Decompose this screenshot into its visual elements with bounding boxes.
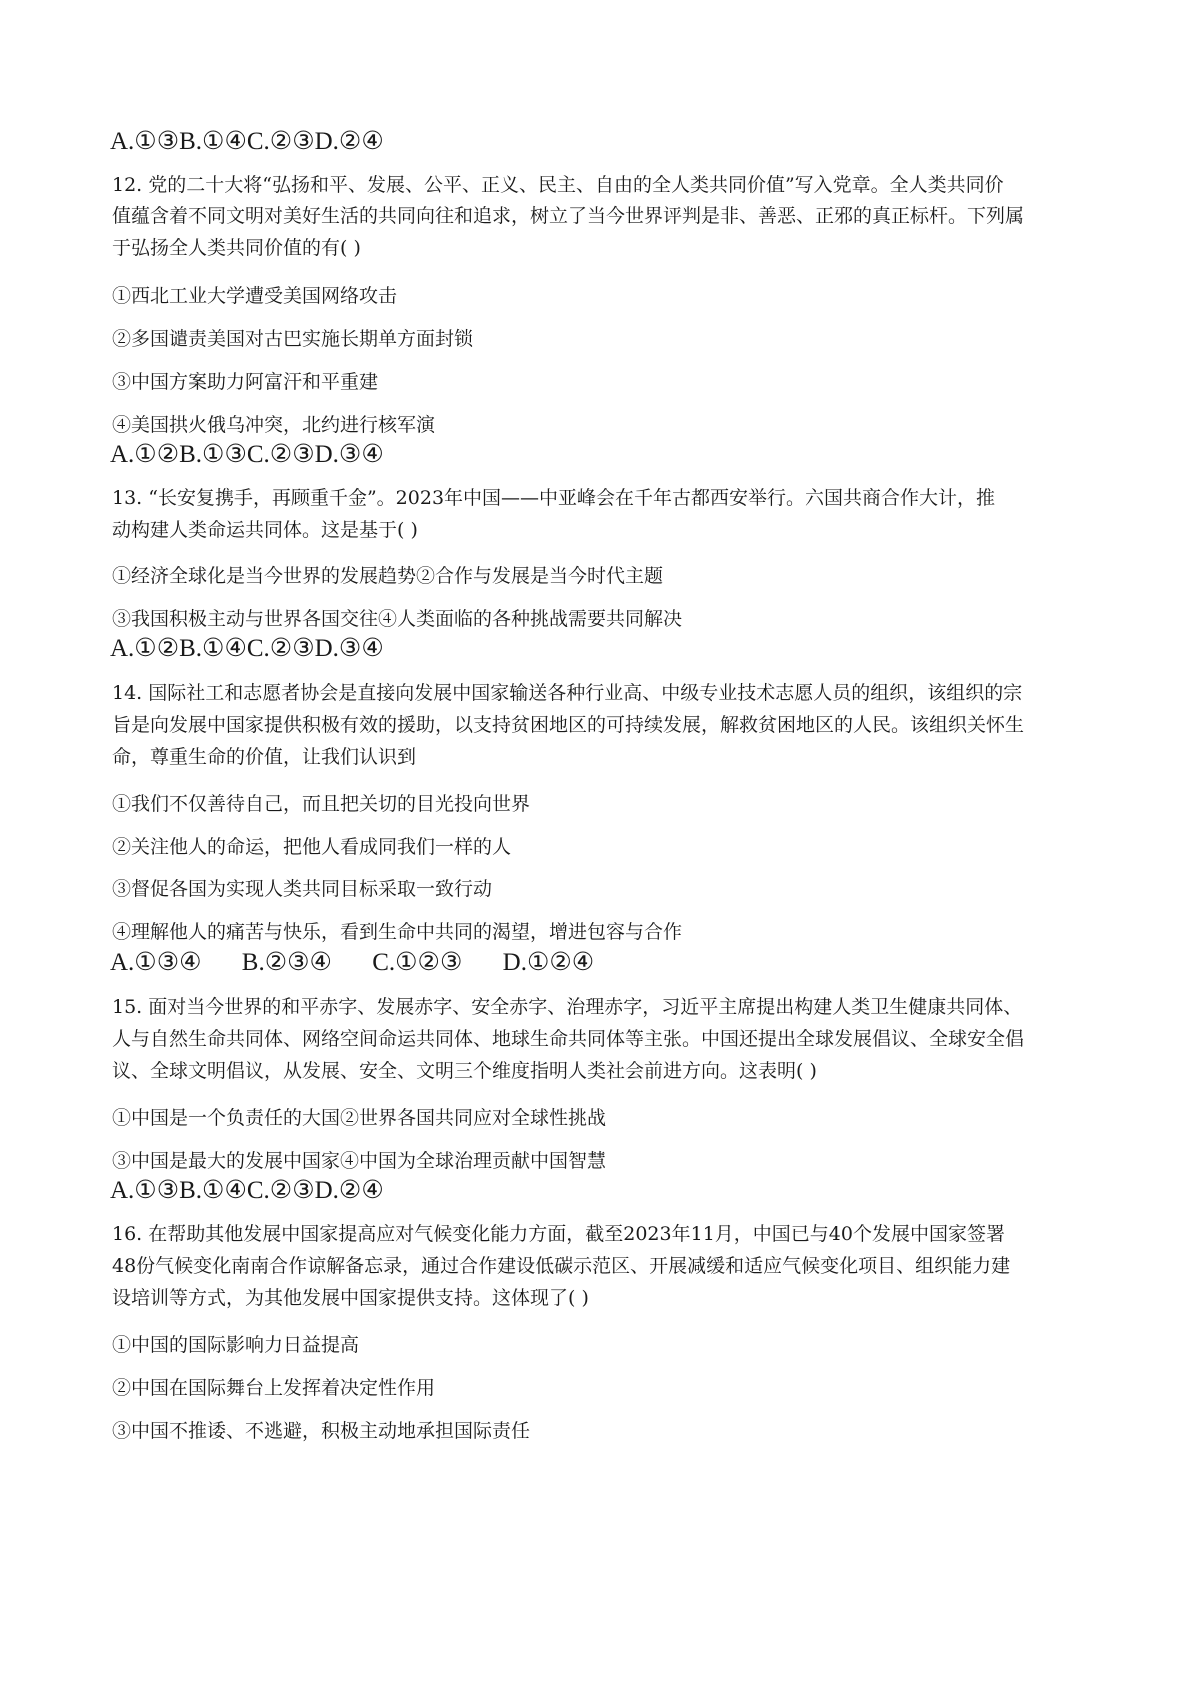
q16-option-1: ①中国的国际影响力日益提高 [112, 1334, 360, 1356]
q12-stem-line-3: 于弘扬全人类共同价值的有( ) [112, 237, 361, 259]
q13-option-1: ①经济全球化是当今世界的发展趋势②合作与发展是当今时代主题 [112, 565, 664, 587]
q14-option-1: ①我们不仅善待自己，而且把关切的目光投向世界 [112, 793, 531, 815]
q15-stem-line-2: 人与自然生命共同体、网络空间命运共同体、地球生命共同体等主张。中国还提出全球发展倡议、全球安全倡 [112, 1028, 1025, 1050]
q13-option-2: ③我国积极主动与世界各国交往④人类面临的各种挑战需要共同解决 [112, 608, 683, 630]
q15-option-1: ①中国是一个负责任的大国②世界各国共同应对全球性挑战 [112, 1107, 607, 1129]
q12-stem-line-2: 值蕴含着不同文明对美好生活的共同向往和追求，树立了当今世界评判是非、善恶、正邪的真正标杆。下列属 [112, 205, 1025, 227]
q12-option-1: ①西北工业大学遭受美国网络攻击 [112, 285, 398, 307]
q14-answer-options [110, 948, 628, 978]
q14-option-3: ③督促各国为实现人类共同目标采取一致行动 [112, 878, 493, 900]
q14-stem-line-2: 旨是向发展中国家提供积极有效的援助，以支持贫困地区的可持续发展，解救贫困地区的人民。该组织关怀生 [112, 714, 1025, 736]
q13-answer-options: A.①②B.①④C.②③D.③④ [110, 635, 384, 662]
q16-stem-line-3: 设培训等方式，为其他发展中国家提供支持。这体现了( ) [112, 1287, 589, 1309]
q14-answer-b: B.②③④ [241, 949, 332, 976]
q12-stem-line-1: 12. 党的二十大将“弘扬和平、发展、公平、正义、民主、自由的全人类共同价值”写入党章。全人类共同价 [112, 174, 1004, 196]
q16-stem-line-2: 48份气候变化南南合作谅解备忘录，通过合作建设低碳示范区、开展减缓和适应气候变化项目、组织能力建 [112, 1255, 1011, 1277]
q13-stem-line-2: 动构建人类命运共同体。这是基于( ) [112, 519, 418, 541]
q13-stem-line-1: 13. “长安复携手，再顾重千金”。2023年中国——中亚峰会在千年古都西安举行。六国共商合作大计，推 [112, 487, 996, 509]
q11-answer-options: A.①③B.①④C.②③D.②④ [110, 128, 384, 155]
q12-option-2: ②多国谴责美国对古巴实施长期单方面封锁 [112, 328, 474, 350]
q14-answer-a: A.①③④ [110, 949, 202, 976]
q14-option-4: ④理解他人的痛苦与快乐，看到生命中共同的渴望，增进包容与合作 [112, 921, 683, 943]
q14-answer-c: C.①②③ [372, 949, 463, 976]
q15-option-2: ③中国是最大的发展中国家④中国为全球治理贡献中国智慧 [112, 1150, 607, 1172]
q16-option-2: ②中国在国际舞台上发挥着决定性作用 [112, 1377, 436, 1399]
q12-option-4: ④美国拱火俄乌冲突，北约进行核军演 [112, 414, 436, 436]
q14-answer-d: D.①②④ [502, 949, 595, 976]
q15-stem-line-3: 议、全球文明倡议，从发展、安全、文明三个维度指明人类社会前进方向。这表明( ) [112, 1060, 817, 1082]
q15-stem-line-1: 15. 面对当今世界的和平赤字、发展赤字、安全赤字、治理赤字，习近平主席提出构建人类卫生健康共同体、 [112, 996, 1023, 1018]
q15-answer-options: A.①③B.①④C.②③D.②④ [110, 1177, 384, 1204]
q14-stem-line-1: 14. 国际社工和志愿者协会是直接向发展中国家输送各种行业高、中级专业技术志愿人员的组织，该组织的宗 [112, 682, 1023, 704]
q12-option-3: ③中国方案助力阿富汗和平重建 [112, 371, 379, 393]
q16-option-3: ③中国不推诿、不逃避，积极主动地承担国际责任 [112, 1420, 531, 1442]
q14-stem-line-3: 命，尊重生命的价值，让我们认识到 [112, 746, 417, 768]
q16-stem-line-1: 16. 在帮助其他发展中国家提高应对气候变化能力方面，截至2023年11月，中国已与40个发展中国家签署 [112, 1223, 1005, 1245]
q12-answer-options: A.①②B.①③C.②③D.③④ [110, 441, 384, 468]
q14-option-2: ②关注他人的命运，把他人看成同我们一样的人 [112, 836, 512, 858]
